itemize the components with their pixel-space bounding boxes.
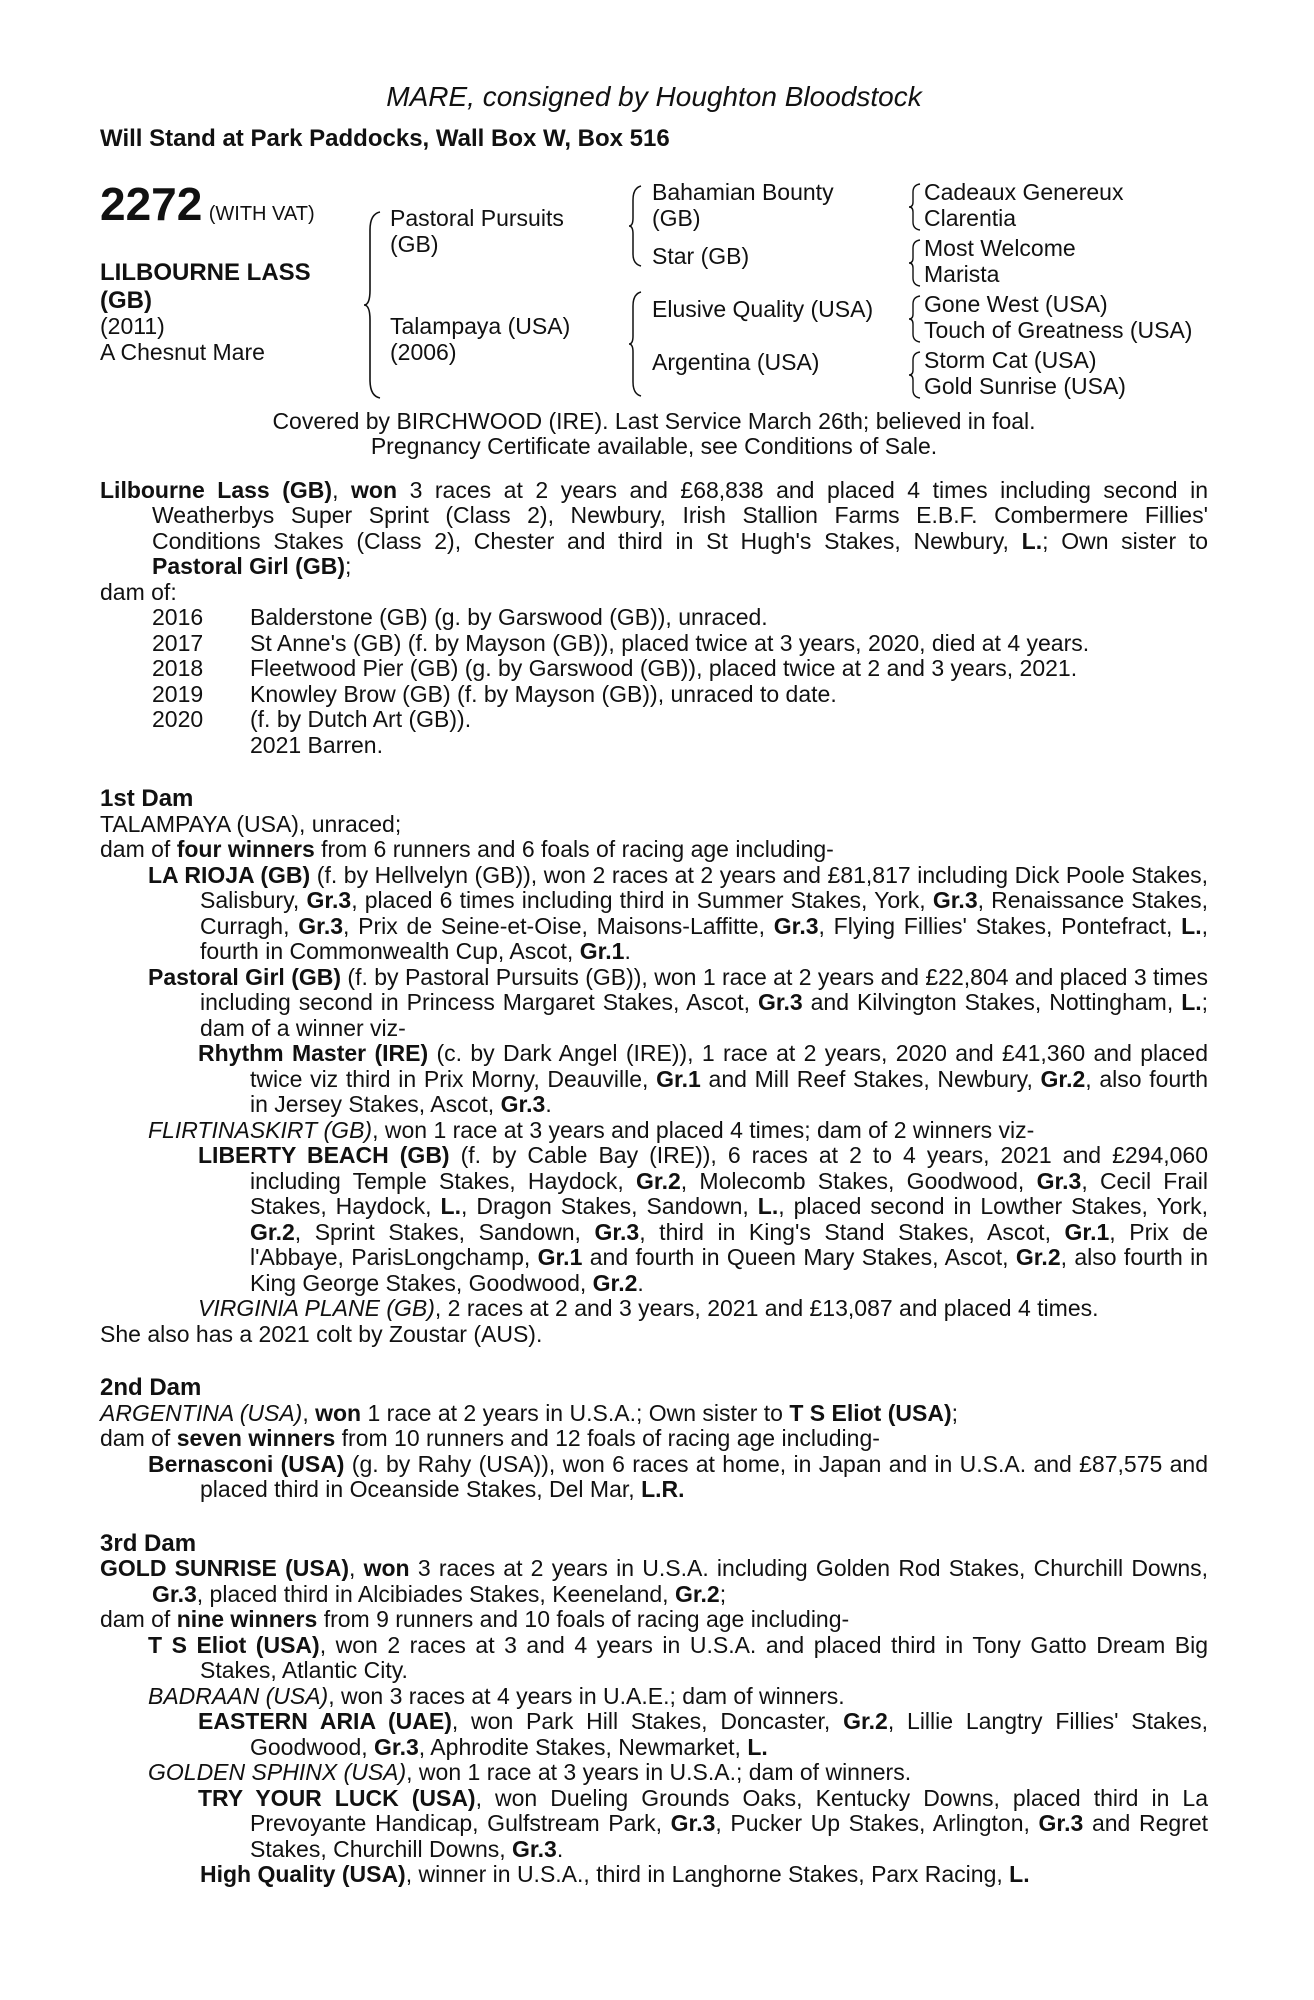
grade: Gr.3 [152,1580,197,1607]
text: (f. by Cable Bay (IRE)), 6 races at 2 to 4 years, 2021 and £294,060 including Temple Stakes, Haydock, [250,1142,1208,1194]
sdd: Marista [924,260,1000,287]
covered-line: Covered by BIRCHWOOD (IRE). Last Service March 26th; believed in foal. [272,407,1036,434]
text: , Aphrodite Stakes, Newmarket, [418,1733,741,1760]
produce-year: 2017 [152,629,204,656]
text: ; dam of a winner viz- [200,989,1209,1041]
text: , Cecil Frail Stakes, Haydock, [250,1167,1209,1219]
first-dam-heading: 1st Dam [100,785,194,812]
text: from 6 runners and 6 foals of racing age including- [321,836,834,862]
text: 3 races at 2 years in U.S.A. including Golden Rod Stakes, Churchill Downs, [417,1555,1209,1581]
won: won [315,1399,362,1426]
stand-location: Will Stand at Park Paddocks, Wall Box W, Box 516 [100,125,670,152]
mare-name: Lilbourne Lass (GB) [100,476,333,503]
winners-count: seven winners [176,1425,336,1451]
text: . [545,1091,552,1117]
listed-mark: L. [1021,527,1043,554]
sire-country: (GB) [390,230,439,257]
second-dam-summary [100,1426,1208,1452]
progeny-entry [100,1296,1208,1322]
produce-text: (f. by Dutch Art (GB)). [250,706,472,732]
text: (f. by Hellvelyn (GB)), won 2 races at 2 years and £81,817 including Dick Poole Stakes, Salisbury, [200,861,1209,913]
lot-number-line [100,177,315,230]
grade: Gr.2 [843,1708,888,1734]
produce-year: 2016 [152,604,204,630]
mare-text: ; [344,553,352,579]
text: and Regret Stakes, Churchill Downs, [250,1810,1208,1862]
grade: Gr.3 [512,1835,557,1862]
text: . [624,938,631,964]
text: , winner in U.S.A., third in Langhorne Stakes, Parx Racing, [405,1861,1003,1887]
produce-text: St Anne's (GB) (f. by Mayson (GB)), placed twice at 3 years, 2020, died at 4 years. [250,629,1090,656]
produce-item [100,682,1208,708]
produce-item [100,707,1208,733]
lot-number: 2272 [100,177,203,230]
text: , Lillie Langtry Fillies' Stakes, Goodwood, [250,1708,1208,1760]
progeny-name: Pastoral Girl (GB) [148,963,342,990]
text: , won 2 races at 3 and 4 years in U.S.A. and placed third in Tony Gatto Dream Big Stakes, Atlantic City. [200,1631,1208,1683]
horse-year: (2011) [100,312,165,339]
text: ; [951,1399,958,1426]
progeny-entry [100,1862,1208,1888]
winners-count: nine winners [176,1606,318,1632]
grade: Gr.1 [1064,1218,1110,1245]
produce-text: Fleetwood Pier (GB) (g. by Garswood (GB)), placed twice at 2 and 3 years, 2021. [250,655,1078,681]
produce-year: 2020 [152,706,204,732]
grade: L. [747,1733,768,1760]
progeny-name: VIRGINIA PLANE (GB) [198,1295,435,1321]
second-dam-name: ARGENTINA (USA), won 1 race at 2 years in U.S.A.; Own sister to T S Eliot (USA); [100,1399,958,1426]
progeny-entry [100,1143,1208,1296]
pedigree-table [100,177,1208,405]
horse-name: LILBOURNE LASS [100,258,311,286]
grade: Gr.3 [773,912,819,939]
mare-text: 3 races at 2 years and £68,838 and placed 4 times including second in Weatherbys Super Sprint (Class 2), Newbury, Irish Stallion Farms E.B.F. Combermere Fillies' Conditions Stakes (Class 2), Chester and third in St Hugh's Stakes, Newbury, [152,476,1209,554]
catalogue-page [100,80,1208,1888]
dam-name: GOLD SUNRISE (USA) [100,1555,349,1581]
produce-item [100,733,1208,759]
sire-sire: Bahamian Bounty [652,178,834,205]
grade: Gr.3 [500,1091,546,1117]
produce-year: 2018 [152,655,204,681]
grade: Gr.3 [1038,1810,1084,1836]
progeny-entry [100,1118,1208,1144]
text: . [556,1835,564,1862]
grade: Gr.2 [674,1580,720,1607]
text: , placed third in Alcibiades Stakes, Keeneland, [196,1580,669,1607]
text: , won 1 race at 3 years and placed 4 times; dam of 2 winners viz- [372,1116,1035,1143]
text: , won 1 race at 3 years in U.S.A.; dam of winners. [406,1759,912,1785]
text: dam of [100,1606,171,1632]
mare-won: won [351,476,398,503]
horse-description: A Chesnut Mare [100,338,265,365]
sister-name: T S Eliot (USA) [789,1399,952,1426]
text: , Prix de l'Abbaye, ParisLongchamp, [250,1218,1208,1270]
text: , Prix de Seine-et-Oise, Maisons-Laffitte, [343,912,765,939]
text: . [637,1269,644,1296]
brace-dam-side [628,290,644,398]
progeny-name: LIBERTY BEACH (GB) [198,1142,450,1168]
grade: Gr.3 [374,1733,419,1760]
text: , Flying Fillies' Stakes, Pontefract, [818,912,1173,939]
text: , fourth in Commonwealth Cup, Ascot, [200,912,1209,964]
brace-main [362,210,384,400]
text: ; [719,1580,727,1607]
grade: Gr.1 [656,1065,701,1092]
grade: Gr.3 [670,1810,716,1836]
grade: Gr.2 [636,1167,681,1194]
sds: Most Welcome [924,234,1076,261]
closing-note: She also has a 2021 colt by Zoustar (AUS). [100,1320,543,1347]
sire-sire-country: (GB) [652,204,701,231]
dss: Gone West (USA) [924,290,1108,317]
mare-text: ; Own sister to [1042,527,1209,554]
ssd: Clarentia [924,204,1017,231]
produce-text: Balderstone (GB) (g. by Garswood (GB)), unraced. [250,604,768,630]
covered-note [100,409,1208,460]
progeny-name: Rhythm Master (IRE) [198,1040,429,1066]
third-dam-heading: 3rd Dam [100,1529,197,1557]
brace-ds [908,294,922,344]
first-dam-name: TALAMPAYA (USA), unraced; [100,810,402,837]
text: , also fourth in Jersey Stakes, Ascot, [250,1065,1209,1117]
grade: L. [1181,912,1202,939]
progeny-name: GOLDEN SPHINX (USA) [148,1759,407,1785]
text: , placed second in Lowther Stakes, York, [778,1193,1209,1219]
text: (g. by Rahy (USA)), won 6 races at home, in Japan and in U.S.A. and £87,575 and placed third in Oceanside Stakes, Del Mar, [200,1450,1208,1502]
grade: Gr.3 [932,887,978,913]
progeny-entry [100,1452,1208,1503]
text: , Renaissance Stakes, Curragh, [200,887,1208,939]
second-dam-heading: 2nd Dam [100,1374,202,1401]
text: , won Park Hill Stakes, Doncaster, [451,1708,831,1734]
produce-year: 2019 [152,680,204,707]
winners-count: four winners [176,836,315,862]
produce-year [100,733,250,759]
first-dam-summary [100,837,1208,863]
grade: L. [1009,1861,1030,1887]
dds: Storm Cat (USA) [924,346,1097,373]
dam-year: (2006) [390,338,457,365]
progeny-entry [100,863,1208,965]
produce-text: Knowley Brow (GB) (f. by Mayson (GB)), unraced to date. [250,680,837,707]
page-subtitle: MARE, consigned by Houghton Bloodstock [386,81,922,112]
grade: L. [1181,989,1202,1015]
text: 1 race at 2 years in U.S.A.; Own sister to [367,1399,783,1426]
progeny-name: EASTERN ARIA (UAE) [198,1708,452,1734]
sire-dam: Star (GB) [652,242,750,269]
grade: Gr.2 [1040,1065,1086,1092]
dam-dam: Argentina (USA) [652,348,820,375]
grade: Gr.1 [579,938,625,964]
text: , Dragon Stakes, Sandown, [461,1193,749,1219]
progeny-entry [100,1786,1208,1863]
text: , third in King's Stand Stakes, Ascot, [639,1218,1051,1245]
dam-of-label: dam of: [100,578,177,605]
grade: Gr.3 [757,989,803,1015]
grade: Gr.3 [298,912,344,939]
text: (f. by Pastoral Pursuits (GB)), won 1 race at 2 years and £22,804 and placed 3 times including second in Princess Margaret Stakes, Ascot, [200,963,1208,1015]
dam-name: ARGENTINA (USA) [100,1399,303,1426]
won: won [363,1555,410,1581]
produce-item [100,605,1208,631]
progeny-entry [100,1709,1208,1760]
sss: Cadeaux Genereux [924,178,1124,205]
text: dam of [100,1425,171,1451]
produce-item [100,631,1208,657]
progeny-entry [100,965,1208,1042]
progeny-name: LA RIOJA (GB) [148,861,311,888]
text: , won Dueling Grounds Oaks, Kentucky Downs, placed third in La Prevoyante Handicap, Gulfstream Park, [250,1784,1208,1836]
progeny-name: BADRAAN (USA) [148,1682,329,1709]
grade: Gr.1 [537,1244,583,1270]
sire-name: Pastoral Pursuits [390,204,564,231]
ddd: Gold Sunrise (USA) [924,372,1126,399]
text: , won 3 races at 4 years in U.A.E.; dam of winners. [328,1682,845,1709]
grade: Gr.3 [594,1218,640,1245]
pregnancy-line: Pregnancy Certificate available, see Conditions of Sale. [370,433,938,459]
brace-sd [908,238,922,288]
progeny-name: Bernasconi (USA) [148,1450,345,1477]
text: , placed 6 times including third in Summer Stakes, York, [351,887,926,913]
dam-name: Talampaya (USA) [390,312,571,339]
grade: Gr.3 [1036,1167,1082,1194]
grade: L. [757,1193,779,1219]
progeny-name: High Quality (USA) [200,1861,406,1887]
text: and fourth in Queen Mary Stakes, Ascot, [589,1244,1009,1270]
sister-name: Pastoral Girl (GB) [152,553,345,579]
dsd: Touch of Greatness (USA) [924,316,1193,343]
produce-text: 2021 Barren. [250,731,383,758]
text: , 2 races at 2 and 3 years, 2021 and £13,087 and placed 4 times. [434,1295,1099,1321]
text: , Pucker Up Stakes, Arlington, [715,1810,1030,1836]
third-dam-name: GOLD SUNRISE (USA), won 3 races at 2 years in U.S.A. including Golden Rod Stakes, Churchill Downs, Gr.3, placed third in Alcibiades Stakes, Keeneland, Gr.2; [100,1555,1209,1607]
progeny-entry [100,1041,1208,1118]
produce-item [100,656,1208,682]
progeny-name: FLIRTINASKIRT (GB) [148,1116,373,1143]
brace-dd [908,350,922,400]
text: and Mill Reef Stakes, Newbury, [708,1065,1033,1092]
grade: L.R. [641,1476,685,1502]
progeny-entry [100,1760,1208,1786]
grade: Gr.3 [306,887,352,913]
progeny-name: T S Eliot (USA) [148,1631,320,1658]
text: , Sprint Stakes, Sandown, [294,1218,581,1245]
grade: Gr.2 [592,1269,638,1296]
progeny-entry [100,1684,1208,1710]
progeny-entry [100,1633,1208,1684]
text: from 10 runners and 12 foals of racing age including- [341,1425,880,1451]
brace-sire-side [628,184,644,268]
text: from 9 runners and 10 foals of racing age including- [323,1606,850,1632]
text: and Kilvington Stakes, Nottingham, [810,989,1174,1015]
horse-name-country: (GB) [100,286,152,314]
third-dam-summary [100,1607,1208,1633]
grade: L. [440,1193,461,1219]
text: , Molecomb Stakes, Goodwood, [680,1167,1025,1194]
text: (c. by Dark Angel (IRE)), 1 race at 2 years, 2020 and £41,360 and placed twice viz third in Prix Morny, Deauville, [250,1040,1209,1092]
dam-sire: Elusive Quality (USA) [652,295,874,322]
vat-note: (WITH VAT) [208,202,315,225]
grade: Gr.2 [250,1218,295,1245]
text: dam of [100,836,171,862]
text: , also fourth in King George Stakes, Goodwood, [250,1244,1208,1296]
progeny-name: TRY YOUR LUCK (USA) [198,1784,476,1811]
mare-record: Lilbourne Lass (GB), won 3 races at 2 years and £68,838 and placed 4 times including second in Weatherbys Super Sprint (Class 2), Newbury, Irish Stallion Farms E.B.F. Combermere Fillies' Conditions Stakes (Class 2), Chester and third in St Hugh's Stakes, Newbury, L.; Own sister to Pastoral Girl (GB); [100,476,1209,579]
produce-list [100,605,1208,758]
brace-ss [908,182,922,232]
grade: Gr.2 [1015,1244,1061,1270]
